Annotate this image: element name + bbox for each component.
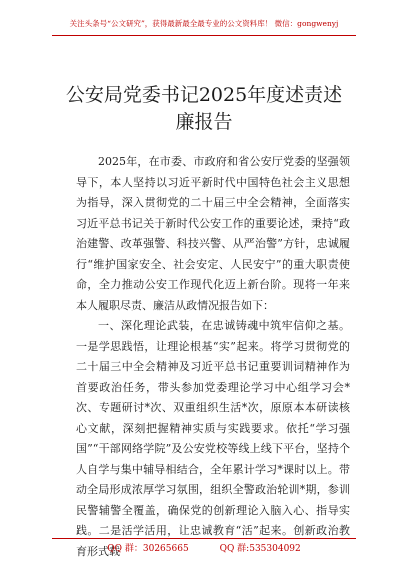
footer-divider [52,538,356,539]
paragraph-intro: 2025年，在市委、市政府和省公安厅党委的坚强领导下，本人坚持以习近平新时代中国特色社会主义思想为指导，深入贯彻党的二十届三中全会精神，全面落实习近平总书记关于新时代公安工作的重要论述，秉持“政治建警、改革强警、科技兴警、从严治警”方针，忠诚履行“维护国家安全、社会安定、人民安宁”的重大职责使命，全力推动公安工作现代化迈上新台阶。现将一年来本人履职尽责、廉洁从政情况报告如下： [76,155,350,312]
document-body [76,152,350,562]
document-title: 公安局党委书记2025年度述责述廉报告 [65,84,343,133]
header-note: 关注头条号“公文研究”，获得最新最全最专业的公文资料库！ 微信：gongwenyj [69,19,339,28]
footer-qq-group-2: QQ 群:535304092 [219,544,301,554]
footer [52,541,356,554]
header-divider [52,35,356,36]
paragraph-section-1: 一、深化理论武装，在忠诚铸魂中筑牢信仰之基。一是学思践悟，让理论根基“实”起来。将学习贯彻党的二十届三中全会精神及习近平总书记重要训词精神作为首要政治任务，带头参加党委理论学习中心组学习会*次、专题研讨*次、双重组织生活*次，原原本本研读核心文献，深刻把握精神实质与实践要求。依托“学习强国”“干部网络学院”及公安党校等线上线下平台，坚持个人自学与集中辅导相结合，全年累计学习*课时以上。带动全局形成浓厚学习氛围，组织全警政治轮训*期，参训民警辅警全覆盖，确保党的创新理论入脑入心、指导实践。二是活学活用，让忠诚教育“活”起来。创新政治教育形式载 [76,319,350,558]
footer-qq-group-1: QQ 群：30265665 [107,544,189,554]
